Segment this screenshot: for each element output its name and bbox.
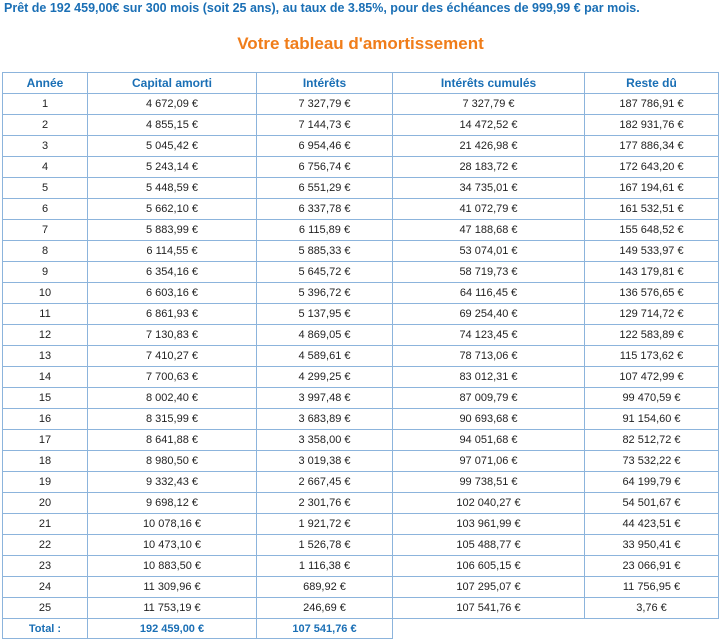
cell-interets-cumules: 21 426,98 € bbox=[393, 136, 585, 157]
cell-capital-amorti: 8 315,99 € bbox=[88, 409, 257, 430]
cell-annee: 12 bbox=[3, 325, 88, 346]
cell-capital-amorti: 7 410,27 € bbox=[88, 346, 257, 367]
total-empty-cell bbox=[393, 619, 585, 639]
cell-capital-amorti: 10 473,10 € bbox=[88, 535, 257, 556]
cell-interets-cumules: 14 472,52 € bbox=[393, 115, 585, 136]
cell-interets: 7 144,73 € bbox=[257, 115, 393, 136]
cell-annee: 5 bbox=[3, 178, 88, 199]
cell-capital-amorti: 4 855,15 € bbox=[88, 115, 257, 136]
cell-interets-cumules: 97 071,06 € bbox=[393, 451, 585, 472]
cell-interets: 1 526,78 € bbox=[257, 535, 393, 556]
cell-interets-cumules: 78 713,06 € bbox=[393, 346, 585, 367]
cell-capital-amorti: 10 883,50 € bbox=[88, 556, 257, 577]
table-row bbox=[3, 325, 719, 346]
table-row bbox=[3, 598, 719, 619]
cell-capital-amorti: 8 641,88 € bbox=[88, 430, 257, 451]
cell-interets: 3 358,00 € bbox=[257, 430, 393, 451]
cell-annee: 16 bbox=[3, 409, 88, 430]
cell-capital-amorti: 11 753,19 € bbox=[88, 598, 257, 619]
cell-interets-cumules: 53 074,01 € bbox=[393, 241, 585, 262]
cell-annee: 20 bbox=[3, 493, 88, 514]
cell-interets-cumules: 87 009,79 € bbox=[393, 388, 585, 409]
table-row bbox=[3, 367, 719, 388]
cell-reste-du: 136 576,65 € bbox=[585, 283, 719, 304]
cell-reste-du: 187 786,91 € bbox=[585, 94, 719, 115]
header-reste-du: Reste dû bbox=[585, 73, 719, 94]
table-row bbox=[3, 451, 719, 472]
cell-interets: 3 683,89 € bbox=[257, 409, 393, 430]
cell-capital-amorti: 5 883,99 € bbox=[88, 220, 257, 241]
table-row bbox=[3, 262, 719, 283]
cell-reste-du: 143 179,81 € bbox=[585, 262, 719, 283]
cell-reste-du: 11 756,95 € bbox=[585, 577, 719, 598]
cell-reste-du: 3,76 € bbox=[585, 598, 719, 619]
cell-interets-cumules: 47 188,68 € bbox=[393, 220, 585, 241]
cell-capital-amorti: 6 114,55 € bbox=[88, 241, 257, 262]
cell-interets: 4 299,25 € bbox=[257, 367, 393, 388]
table-row bbox=[3, 346, 719, 367]
cell-interets: 3 997,48 € bbox=[257, 388, 393, 409]
cell-reste-du: 177 886,34 € bbox=[585, 136, 719, 157]
cell-interets-cumules: 107 541,76 € bbox=[393, 598, 585, 619]
cell-interets: 689,92 € bbox=[257, 577, 393, 598]
cell-capital-amorti: 9 698,12 € bbox=[88, 493, 257, 514]
cell-interets-cumules: 41 072,79 € bbox=[393, 199, 585, 220]
cell-interets: 1 921,72 € bbox=[257, 514, 393, 535]
table-row bbox=[3, 241, 719, 262]
cell-interets: 6 551,29 € bbox=[257, 178, 393, 199]
cell-annee: 18 bbox=[3, 451, 88, 472]
table-row bbox=[3, 430, 719, 451]
cell-reste-du: 129 714,72 € bbox=[585, 304, 719, 325]
cell-reste-du: 73 532,22 € bbox=[585, 451, 719, 472]
cell-interets-cumules: 28 183,72 € bbox=[393, 157, 585, 178]
total-interets: 107 541,76 € bbox=[257, 619, 393, 639]
cell-interets: 6 337,78 € bbox=[257, 199, 393, 220]
table-row bbox=[3, 472, 719, 493]
cell-annee: 2 bbox=[3, 115, 88, 136]
cell-annee: 6 bbox=[3, 199, 88, 220]
cell-capital-amorti: 9 332,43 € bbox=[88, 472, 257, 493]
cell-capital-amorti: 5 045,42 € bbox=[88, 136, 257, 157]
cell-annee: 22 bbox=[3, 535, 88, 556]
cell-interets-cumules: 103 961,99 € bbox=[393, 514, 585, 535]
loan-summary: Prêt de 192 459,00€ sur 300 mois (soit 25 ans), au taux de 3.85%, pour des échéances de 999,99 € par mois. bbox=[4, 1, 640, 15]
table-row bbox=[3, 136, 719, 157]
cell-reste-du: 64 199,79 € bbox=[585, 472, 719, 493]
cell-interets-cumules: 106 605,15 € bbox=[393, 556, 585, 577]
cell-reste-du: 82 512,72 € bbox=[585, 430, 719, 451]
table-row bbox=[3, 157, 719, 178]
cell-reste-du: 107 472,99 € bbox=[585, 367, 719, 388]
table-row bbox=[3, 493, 719, 514]
cell-reste-du: 155 648,52 € bbox=[585, 220, 719, 241]
table-row bbox=[3, 94, 719, 115]
cell-interets: 2 667,45 € bbox=[257, 472, 393, 493]
cell-interets: 6 115,89 € bbox=[257, 220, 393, 241]
cell-reste-du: 167 194,61 € bbox=[585, 178, 719, 199]
cell-annee: 8 bbox=[3, 241, 88, 262]
cell-interets-cumules: 7 327,79 € bbox=[393, 94, 585, 115]
cell-annee: 9 bbox=[3, 262, 88, 283]
cell-interets: 246,69 € bbox=[257, 598, 393, 619]
cell-interets-cumules: 34 735,01 € bbox=[393, 178, 585, 199]
table-row bbox=[3, 409, 719, 430]
cell-interets-cumules: 58 719,73 € bbox=[393, 262, 585, 283]
table-row bbox=[3, 199, 719, 220]
cell-annee: 17 bbox=[3, 430, 88, 451]
cell-capital-amorti: 6 354,16 € bbox=[88, 262, 257, 283]
table-row bbox=[3, 577, 719, 598]
cell-interets: 6 756,74 € bbox=[257, 157, 393, 178]
cell-interets-cumules: 74 123,45 € bbox=[393, 325, 585, 346]
cell-reste-du: 122 583,89 € bbox=[585, 325, 719, 346]
cell-interets: 4 869,05 € bbox=[257, 325, 393, 346]
cell-capital-amorti: 10 078,16 € bbox=[88, 514, 257, 535]
cell-annee: 21 bbox=[3, 514, 88, 535]
cell-interets: 1 116,38 € bbox=[257, 556, 393, 577]
cell-annee: 7 bbox=[3, 220, 88, 241]
table-row bbox=[3, 514, 719, 535]
table-row bbox=[3, 304, 719, 325]
total-row bbox=[3, 619, 719, 639]
table-row bbox=[3, 535, 719, 556]
cell-capital-amorti: 6 861,93 € bbox=[88, 304, 257, 325]
cell-annee: 15 bbox=[3, 388, 88, 409]
cell-annee: 4 bbox=[3, 157, 88, 178]
cell-annee: 3 bbox=[3, 136, 88, 157]
table-row bbox=[3, 283, 719, 304]
cell-capital-amorti: 7 130,83 € bbox=[88, 325, 257, 346]
cell-reste-du: 182 931,76 € bbox=[585, 115, 719, 136]
cell-interets: 4 589,61 € bbox=[257, 346, 393, 367]
cell-capital-amorti: 4 672,09 € bbox=[88, 94, 257, 115]
table-row bbox=[3, 388, 719, 409]
cell-interets: 7 327,79 € bbox=[257, 94, 393, 115]
cell-interets-cumules: 83 012,31 € bbox=[393, 367, 585, 388]
cell-interets-cumules: 102 040,27 € bbox=[393, 493, 585, 514]
cell-interets-cumules: 69 254,40 € bbox=[393, 304, 585, 325]
cell-reste-du: 44 423,51 € bbox=[585, 514, 719, 535]
table-row bbox=[3, 556, 719, 577]
cell-reste-du: 54 501,67 € bbox=[585, 493, 719, 514]
cell-reste-du: 149 533,97 € bbox=[585, 241, 719, 262]
cell-capital-amorti: 5 243,14 € bbox=[88, 157, 257, 178]
cell-capital-amorti: 7 700,63 € bbox=[88, 367, 257, 388]
cell-reste-du: 99 470,59 € bbox=[585, 388, 719, 409]
cell-annee: 25 bbox=[3, 598, 88, 619]
header-annee: Année bbox=[3, 73, 88, 94]
cell-reste-du: 33 950,41 € bbox=[585, 535, 719, 556]
cell-capital-amorti: 8 002,40 € bbox=[88, 388, 257, 409]
cell-capital-amorti: 5 448,59 € bbox=[88, 178, 257, 199]
cell-capital-amorti: 8 980,50 € bbox=[88, 451, 257, 472]
amortization-table bbox=[2, 72, 719, 639]
cell-interets: 5 396,72 € bbox=[257, 283, 393, 304]
total-empty-cell bbox=[585, 619, 719, 639]
cell-annee: 24 bbox=[3, 577, 88, 598]
table-row bbox=[3, 115, 719, 136]
cell-reste-du: 115 173,62 € bbox=[585, 346, 719, 367]
cell-capital-amorti: 5 662,10 € bbox=[88, 199, 257, 220]
cell-interets-cumules: 105 488,77 € bbox=[393, 535, 585, 556]
table-header-row bbox=[3, 73, 719, 94]
cell-interets-cumules: 107 295,07 € bbox=[393, 577, 585, 598]
cell-interets: 6 954,46 € bbox=[257, 136, 393, 157]
cell-interets-cumules: 90 693,68 € bbox=[393, 409, 585, 430]
cell-interets: 2 301,76 € bbox=[257, 493, 393, 514]
cell-capital-amorti: 6 603,16 € bbox=[88, 283, 257, 304]
cell-reste-du: 91 154,60 € bbox=[585, 409, 719, 430]
cell-capital-amorti: 11 309,96 € bbox=[88, 577, 257, 598]
table-row bbox=[3, 178, 719, 199]
cell-interets: 5 645,72 € bbox=[257, 262, 393, 283]
cell-interets-cumules: 64 116,45 € bbox=[393, 283, 585, 304]
cell-interets-cumules: 99 738,51 € bbox=[393, 472, 585, 493]
table-body bbox=[3, 94, 719, 619]
cell-interets: 5 137,95 € bbox=[257, 304, 393, 325]
header-interets-cumules: Intérêts cumulés bbox=[393, 73, 585, 94]
page-title: Votre tableau d'amortissement bbox=[237, 34, 484, 53]
cell-annee: 13 bbox=[3, 346, 88, 367]
total-label: Total : bbox=[3, 619, 88, 639]
header-capital-amorti: Capital amorti bbox=[88, 73, 257, 94]
cell-annee: 1 bbox=[3, 94, 88, 115]
cell-annee: 23 bbox=[3, 556, 88, 577]
total-capital: 192 459,00 € bbox=[88, 619, 257, 639]
cell-annee: 19 bbox=[3, 472, 88, 493]
cell-interets-cumules: 94 051,68 € bbox=[393, 430, 585, 451]
cell-reste-du: 172 643,20 € bbox=[585, 157, 719, 178]
header-interets: Intérêts bbox=[257, 73, 393, 94]
cell-interets: 3 019,38 € bbox=[257, 451, 393, 472]
cell-reste-du: 161 532,51 € bbox=[585, 199, 719, 220]
table-row bbox=[3, 220, 719, 241]
cell-annee: 10 bbox=[3, 283, 88, 304]
cell-interets: 5 885,33 € bbox=[257, 241, 393, 262]
cell-reste-du: 23 066,91 € bbox=[585, 556, 719, 577]
cell-annee: 11 bbox=[3, 304, 88, 325]
cell-annee: 14 bbox=[3, 367, 88, 388]
